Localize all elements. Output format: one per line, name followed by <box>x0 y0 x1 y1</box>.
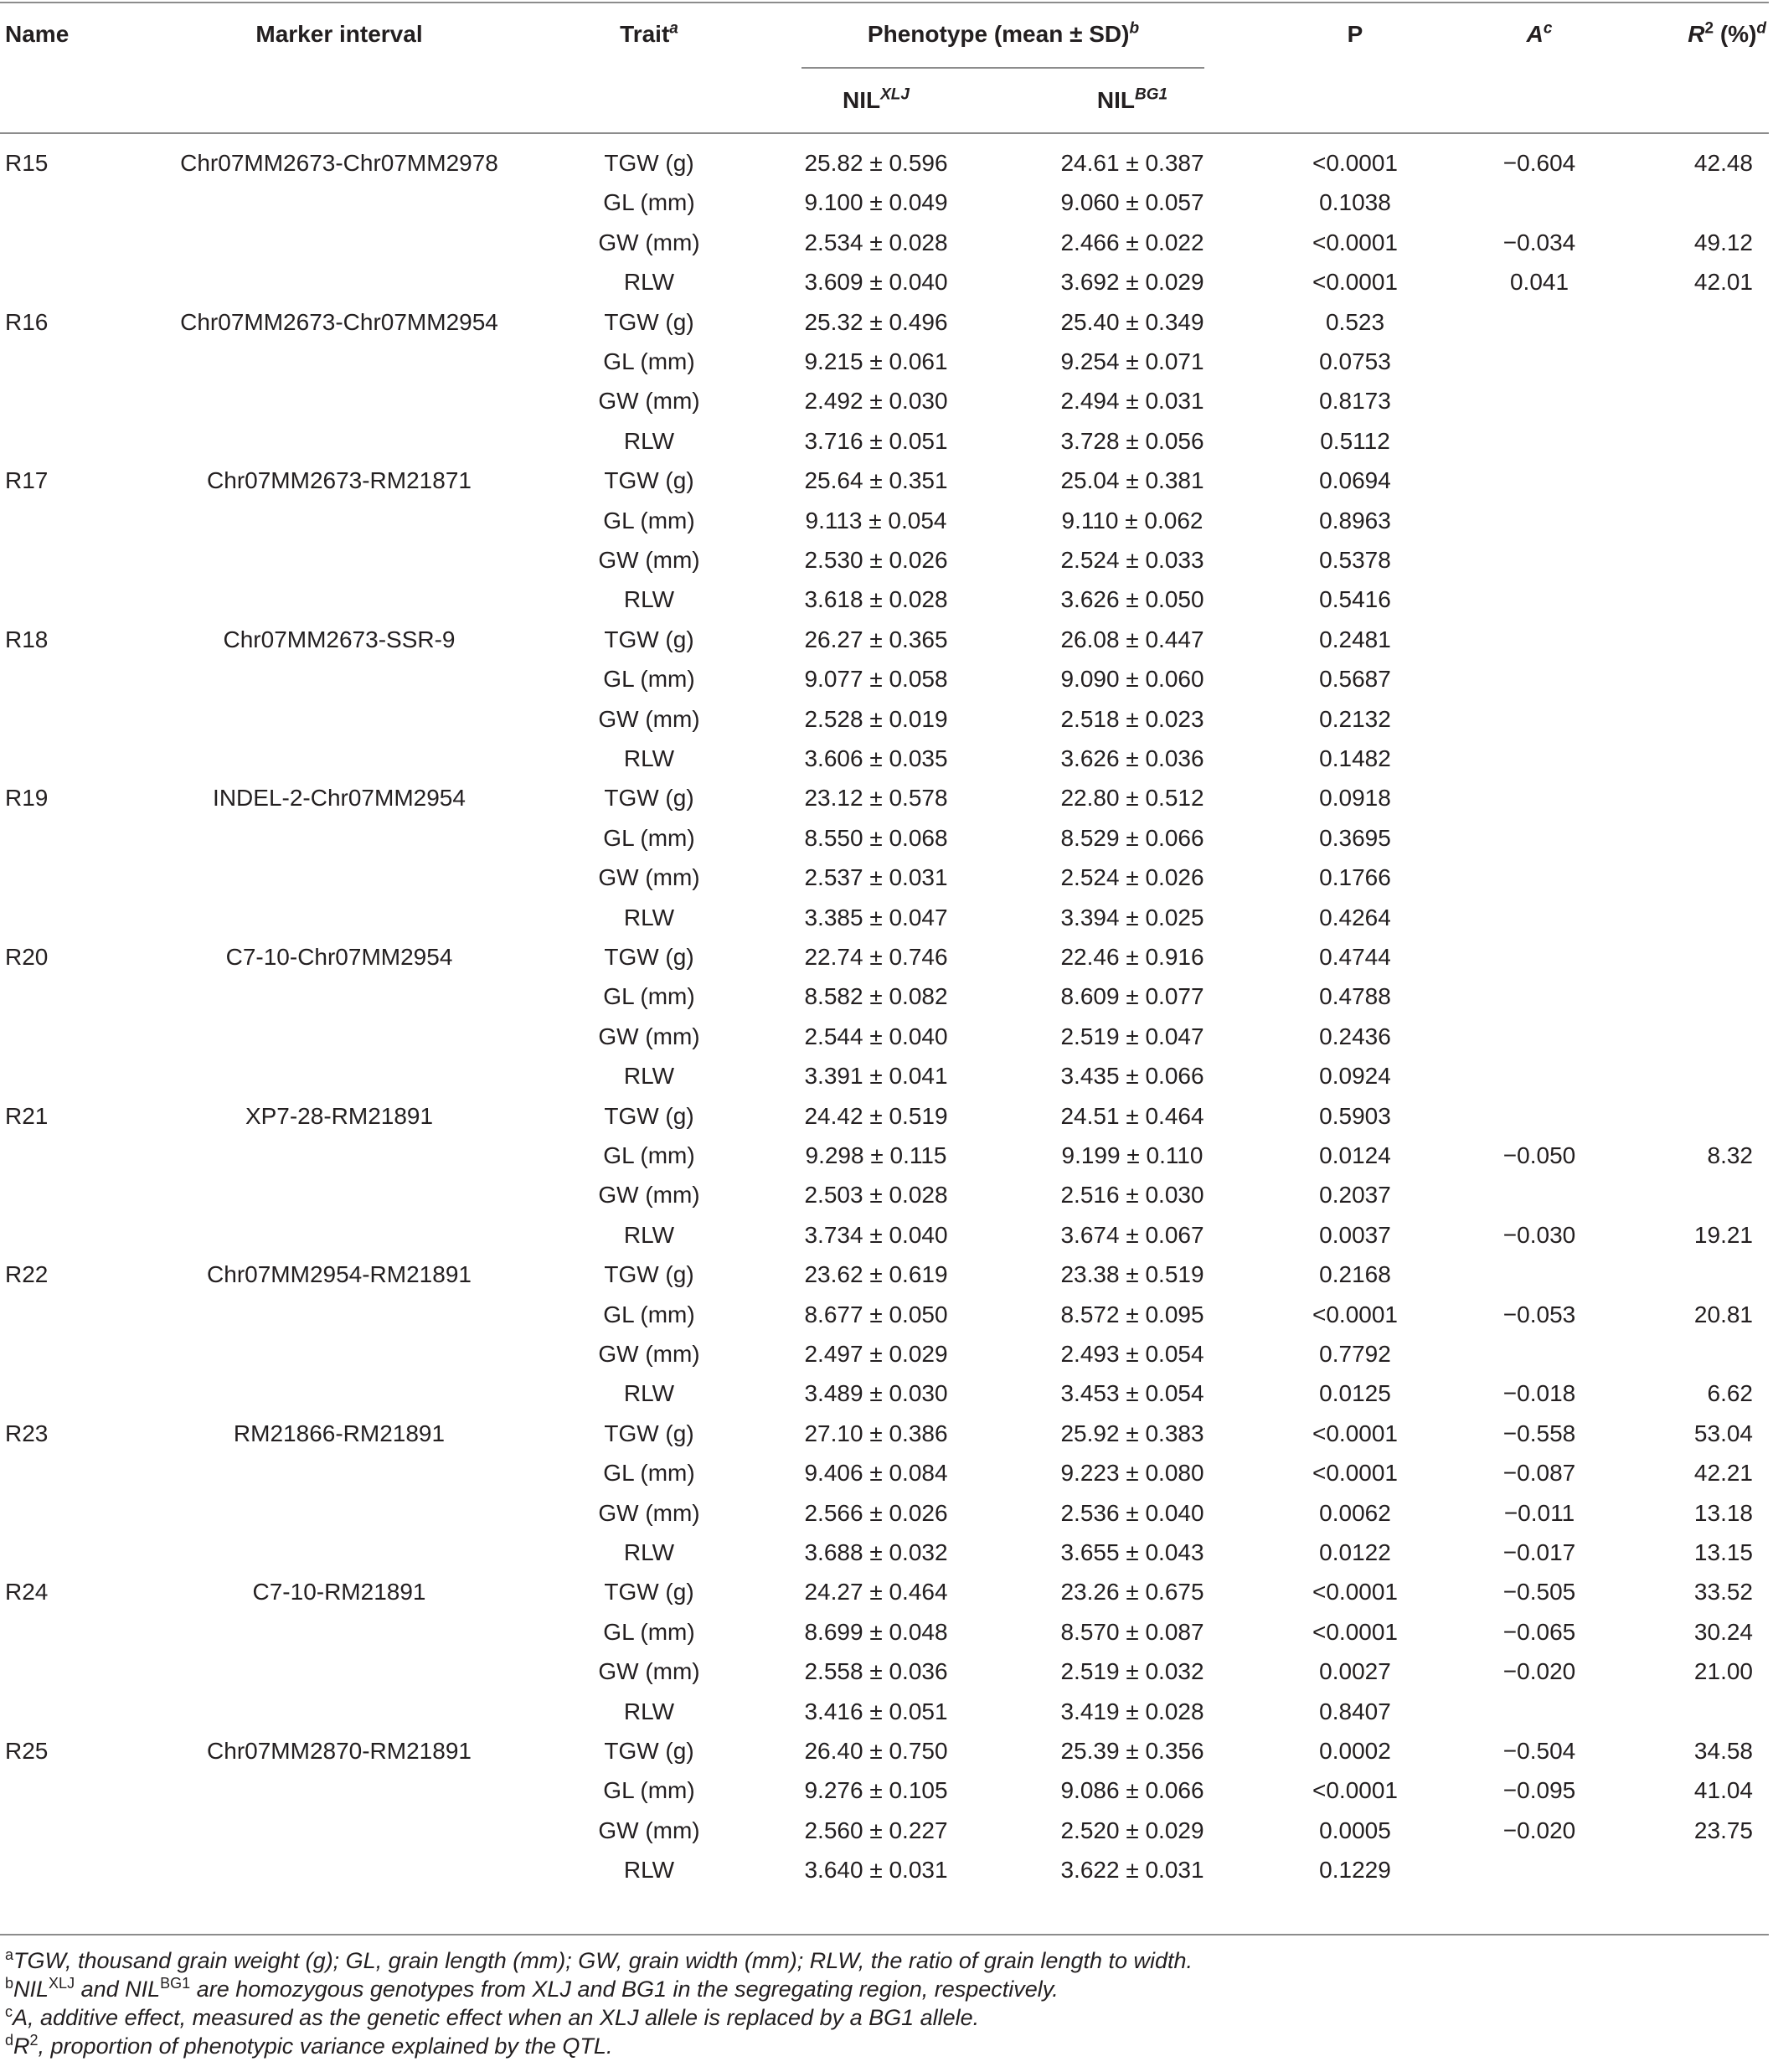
p-value-cell: 0.2168 <box>1319 1261 1391 1287</box>
p-value-cell: <0.0001 <box>1312 1579 1398 1605</box>
additive-effect-cell: −0.065 <box>1502 1619 1576 1645</box>
trait-cell: GW (mm) <box>598 1023 700 1049</box>
nil-xlj-cell: 27.10 ± 0.386 <box>804 1420 948 1446</box>
p-value-cell: 0.0125 <box>1319 1380 1391 1406</box>
trait-cell: TGW (g) <box>604 1261 694 1287</box>
trait-cell: GL (mm) <box>603 1142 695 1168</box>
header-phenotype: Phenotype (mean ± SD)$^b$ <box>867 19 1140 47</box>
nil-bg1-cell: 9.090 ± 0.060 <box>1060 666 1204 692</box>
trait-cell: GW (mm) <box>598 1658 700 1684</box>
trait-cell: GW (mm) <box>598 388 700 414</box>
nil-xlj-cell: 9.276 ± 0.105 <box>804 1777 948 1803</box>
trait-cell: GW (mm) <box>598 1182 700 1208</box>
additive-effect-cell: −0.604 <box>1502 150 1576 176</box>
nil-xlj-cell: 3.489 ± 0.030 <box>804 1380 948 1406</box>
nil-bg1-cell: 2.518 ± 0.023 <box>1060 706 1204 732</box>
nil-bg1-cell: 3.674 ± 0.067 <box>1060 1222 1204 1248</box>
p-value-cell: 0.0005 <box>1319 1817 1391 1843</box>
nil-xlj-cell: 22.74 ± 0.746 <box>804 944 948 970</box>
nil-bg1-cell: 3.394 ± 0.025 <box>1060 905 1204 930</box>
nil-bg1-cell: 22.46 ± 0.916 <box>1060 944 1204 970</box>
phenotype-span-rule <box>801 67 1204 69</box>
nil-xlj-cell: 24.27 ± 0.464 <box>804 1579 948 1605</box>
nil-xlj-cell: 9.113 ± 0.054 <box>805 508 947 533</box>
r2-cell: 8.32 <box>1707 1142 1753 1168</box>
nil-bg1-cell: 25.40 ± 0.349 <box>1060 309 1204 335</box>
r2-cell: 34.58 <box>1693 1738 1753 1764</box>
nil-bg1-cell: 8.572 ± 0.095 <box>1060 1301 1204 1327</box>
trait-cell: RLW <box>623 1063 675 1089</box>
nil-bg1-cell: 2.524 ± 0.026 <box>1060 864 1204 890</box>
p-value-cell: 0.3695 <box>1319 825 1391 851</box>
nil-xlj-cell: 2.497 ± 0.029 <box>804 1341 948 1367</box>
trait-cell: RLW <box>623 1857 675 1883</box>
nil-bg1-cell: 9.110 ± 0.062 <box>1061 508 1203 533</box>
marker-interval-cell: Chr07MM2870-RM21891 <box>207 1738 472 1764</box>
name-cell: R19 <box>5 785 49 811</box>
additive-effect-cell: −0.558 <box>1502 1420 1576 1446</box>
nil-xlj-cell: 2.566 ± 0.026 <box>804 1500 948 1526</box>
nil-xlj-cell: 2.537 ± 0.031 <box>804 864 948 890</box>
header-nil-bg1: $NIL^{BG1}$ <box>1096 85 1168 113</box>
p-value-cell: <0.0001 <box>1312 229 1398 255</box>
trait-cell: RLW <box>623 745 675 771</box>
trait-cell: GL (mm) <box>603 1619 695 1645</box>
r2-cell: 33.52 <box>1693 1579 1753 1605</box>
nil-bg1-cell: 2.494 ± 0.031 <box>1060 388 1204 414</box>
p-value-cell: 0.4788 <box>1319 983 1391 1009</box>
nil-bg1-cell: 2.519 ± 0.032 <box>1060 1658 1204 1684</box>
footnote-d: $^dR^2$, proportion of phenotypic variance explained by the QTL. <box>5 2032 613 2059</box>
nil-xlj-cell: 3.416 ± 0.051 <box>804 1698 948 1724</box>
nil-bg1-cell: 26.08 ± 0.447 <box>1060 626 1204 652</box>
nil-xlj-cell: 2.558 ± 0.036 <box>804 1658 948 1684</box>
additive-effect-cell: −0.020 <box>1502 1658 1576 1684</box>
marker-interval-cell: RM21866-RM21891 <box>233 1420 446 1446</box>
additive-effect-cell: −0.053 <box>1502 1301 1576 1327</box>
p-value-cell: 0.4744 <box>1319 944 1391 970</box>
marker-interval-cell: XP7-28-RM21891 <box>245 1103 434 1129</box>
trait-cell: RLW <box>623 269 675 295</box>
nil-xlj-cell: 9.298 ± 0.115 <box>805 1142 947 1168</box>
r2-cell: 13.15 <box>1693 1539 1753 1565</box>
r2-cell: 53.04 <box>1693 1420 1753 1446</box>
nil-bg1-cell: 23.26 ± 0.675 <box>1060 1579 1204 1605</box>
name-cell: R18 <box>5 626 49 652</box>
p-value-cell: <0.0001 <box>1312 1460 1398 1486</box>
trait-cell: RLW <box>623 905 675 930</box>
nil-xlj-cell: 25.32 ± 0.496 <box>804 309 948 335</box>
r2-cell: 49.12 <box>1693 229 1753 255</box>
nil-bg1-cell: 2.524 ± 0.033 <box>1060 547 1204 573</box>
header-marker-interval: Marker interval <box>255 21 423 47</box>
p-value-cell: 0.0753 <box>1319 348 1391 374</box>
nil-xlj-cell: 3.391 ± 0.041 <box>804 1063 948 1089</box>
name-cell: R24 <box>5 1579 49 1605</box>
nil-bg1-cell: 3.728 ± 0.056 <box>1060 428 1204 454</box>
trait-cell: RLW <box>623 1698 675 1724</box>
trait-cell: TGW (g) <box>604 150 694 176</box>
nil-xlj-cell: 9.406 ± 0.084 <box>804 1460 948 1486</box>
p-value-cell: 0.5378 <box>1319 547 1391 573</box>
name-cell: R17 <box>5 467 49 493</box>
trait-cell: RLW <box>623 1380 675 1406</box>
nil-xlj-cell: 24.42 ± 0.519 <box>804 1103 948 1129</box>
p-value-cell: 0.0122 <box>1319 1539 1391 1565</box>
header-p: P <box>1347 21 1363 47</box>
footnote-c: $^c$A, additive effect, measured as the genetic effect when an XLJ allele is replaced by a BG1 allele. <box>5 2003 980 2030</box>
nil-bg1-cell: 24.51 ± 0.464 <box>1060 1103 1204 1129</box>
nil-xlj-cell: 23.62 ± 0.619 <box>804 1261 948 1287</box>
r2-cell: 23.75 <box>1693 1817 1753 1843</box>
p-value-cell: 0.7792 <box>1319 1341 1391 1367</box>
name-cell: R16 <box>5 309 49 335</box>
trait-cell: TGW (g) <box>604 1103 694 1129</box>
name-cell: R23 <box>5 1420 49 1446</box>
p-value-cell: <0.0001 <box>1312 269 1398 295</box>
trait-cell: GW (mm) <box>598 1341 700 1367</box>
trait-cell: GL (mm) <box>603 348 695 374</box>
trait-cell: GW (mm) <box>598 547 700 573</box>
nil-xlj-cell: 26.27 ± 0.365 <box>804 626 948 652</box>
nil-xlj-cell: 23.12 ± 0.578 <box>804 785 948 811</box>
additive-effect-cell: −0.020 <box>1502 1817 1576 1843</box>
nil-bg1-cell: 9.199 ± 0.110 <box>1061 1142 1203 1168</box>
nil-bg1-cell: 8.570 ± 0.087 <box>1060 1619 1204 1645</box>
p-value-cell: 0.5416 <box>1319 586 1391 612</box>
trait-cell: GL (mm) <box>603 666 695 692</box>
additive-effect-cell: 0.041 <box>1509 269 1569 295</box>
trait-cell: TGW (g) <box>604 785 694 811</box>
name-cell: R25 <box>5 1738 49 1764</box>
p-value-cell: 0.0918 <box>1319 785 1391 811</box>
p-value-cell: <0.0001 <box>1312 150 1398 176</box>
additive-effect-cell: −0.505 <box>1502 1579 1576 1605</box>
header-r2: $R^2$ (%)$^d$ <box>1688 19 1766 47</box>
p-value-cell: <0.0001 <box>1312 1301 1398 1327</box>
r2-cell: 42.21 <box>1693 1460 1753 1486</box>
p-value-cell: <0.0001 <box>1312 1420 1398 1446</box>
nil-xlj-cell: 3.734 ± 0.040 <box>804 1222 948 1248</box>
r2-cell: 6.62 <box>1707 1380 1753 1406</box>
nil-xlj-cell: 2.544 ± 0.040 <box>804 1023 948 1049</box>
p-value-cell: 0.2436 <box>1319 1023 1391 1049</box>
r2-cell: 41.04 <box>1693 1777 1753 1803</box>
nil-xlj-cell: 3.385 ± 0.047 <box>804 905 948 930</box>
nil-xlj-cell: 3.640 ± 0.031 <box>804 1857 948 1883</box>
p-value-cell: 0.5687 <box>1319 666 1391 692</box>
nil-bg1-cell: 2.516 ± 0.030 <box>1060 1182 1204 1208</box>
p-value-cell: 0.0062 <box>1319 1500 1391 1526</box>
trait-cell: RLW <box>623 428 675 454</box>
trait-cell: GW (mm) <box>598 1500 700 1526</box>
footnote-b: $^bNIL^{XLJ}$ and $NIL^{BG1}$ are homozygous genotypes from XLJ and BG1 in the segregating region, respectively. <box>5 1975 1059 2002</box>
nil-xlj-cell: 25.64 ± 0.351 <box>804 467 948 493</box>
nil-xlj-cell: 9.077 ± 0.058 <box>804 666 948 692</box>
trait-cell: GL (mm) <box>603 1777 695 1803</box>
p-value-cell: <0.0001 <box>1312 1777 1398 1803</box>
nil-bg1-cell: 9.060 ± 0.057 <box>1060 189 1204 215</box>
marker-interval-cell: C7-10-RM21891 <box>252 1579 426 1605</box>
trait-cell: TGW (g) <box>604 467 694 493</box>
trait-cell: TGW (g) <box>604 1579 694 1605</box>
r2-cell: 20.81 <box>1693 1301 1753 1327</box>
r2-cell: 21.00 <box>1693 1658 1753 1684</box>
nil-xlj-cell: 8.582 ± 0.082 <box>804 983 948 1009</box>
p-value-cell: 0.2037 <box>1319 1182 1391 1208</box>
p-value-cell: 0.8963 <box>1319 508 1391 533</box>
nil-xlj-cell: 2.530 ± 0.026 <box>804 547 948 573</box>
nil-xlj-cell: 2.528 ± 0.019 <box>804 706 948 732</box>
trait-cell: GL (mm) <box>603 1460 695 1486</box>
nil-bg1-cell: 3.622 ± 0.031 <box>1060 1857 1204 1883</box>
nil-xlj-cell: 2.534 ± 0.028 <box>804 229 948 255</box>
marker-interval-cell: Chr07MM2673-Chr07MM2978 <box>180 150 498 176</box>
r2-cell: 42.01 <box>1693 269 1753 295</box>
nil-xlj-cell: 2.560 ± 0.227 <box>804 1817 948 1843</box>
trait-cell: GL (mm) <box>603 189 695 215</box>
p-value-cell: 0.0027 <box>1319 1658 1391 1684</box>
trait-cell: GW (mm) <box>598 864 700 890</box>
trait-cell: GL (mm) <box>603 825 695 851</box>
p-value-cell: 0.0924 <box>1319 1063 1391 1089</box>
r2-cell: 42.48 <box>1693 150 1753 176</box>
p-value-cell: <0.0001 <box>1312 1619 1398 1645</box>
r2-cell: 19.21 <box>1693 1222 1753 1248</box>
trait-cell: RLW <box>623 1539 675 1565</box>
marker-interval-cell: C7-10-Chr07MM2954 <box>225 944 453 970</box>
nil-bg1-cell: 2.466 ± 0.022 <box>1060 229 1204 255</box>
nil-xlj-cell: 3.716 ± 0.051 <box>804 428 948 454</box>
marker-interval-cell: Chr07MM2954-RM21891 <box>207 1261 472 1287</box>
additive-effect-cell: −0.087 <box>1502 1460 1576 1486</box>
p-value-cell: 0.0694 <box>1319 467 1391 493</box>
p-value-cell: 0.8173 <box>1319 388 1391 414</box>
nil-bg1-cell: 9.254 ± 0.071 <box>1060 348 1204 374</box>
nil-xlj-cell: 3.688 ± 0.032 <box>804 1539 948 1565</box>
trait-cell: GL (mm) <box>603 508 695 533</box>
nil-bg1-cell: 25.04 ± 0.381 <box>1060 467 1204 493</box>
nil-bg1-cell: 2.519 ± 0.047 <box>1060 1023 1204 1049</box>
p-value-cell: 0.1229 <box>1319 1857 1391 1883</box>
header-nil-xlj: $NIL^{XLJ}$ <box>843 85 910 113</box>
p-value-cell: 0.0002 <box>1319 1738 1391 1764</box>
p-value-cell: 0.8407 <box>1319 1698 1391 1724</box>
nil-xlj-cell: 2.503 ± 0.028 <box>804 1182 948 1208</box>
r2-cell: 13.18 <box>1693 1500 1753 1526</box>
nil-xlj-cell: 3.618 ± 0.028 <box>804 586 948 612</box>
nil-bg1-cell: 25.39 ± 0.356 <box>1060 1738 1204 1764</box>
trait-cell: RLW <box>623 586 675 612</box>
nil-xlj-cell: 8.677 ± 0.050 <box>804 1301 948 1327</box>
trait-cell: TGW (g) <box>604 1738 694 1764</box>
nil-bg1-cell: 2.536 ± 0.040 <box>1060 1500 1204 1526</box>
p-value-cell: 0.2132 <box>1319 706 1391 732</box>
nil-xlj-cell: 8.550 ± 0.068 <box>804 825 948 851</box>
marker-interval-cell: Chr07MM2673-Chr07MM2954 <box>180 309 498 335</box>
nil-xlj-cell: 26.40 ± 0.750 <box>804 1738 948 1764</box>
trait-cell: TGW (g) <box>604 944 694 970</box>
additive-effect-cell: −0.050 <box>1502 1142 1576 1168</box>
top-rule <box>0 2 1769 3</box>
trait-cell: RLW <box>623 1222 675 1248</box>
nil-bg1-cell: 3.626 ± 0.036 <box>1060 745 1204 771</box>
trait-cell: TGW (g) <box>604 626 694 652</box>
additive-effect-cell: −0.018 <box>1502 1380 1576 1406</box>
p-value-cell: 0.2481 <box>1319 626 1391 652</box>
nil-bg1-cell: 8.609 ± 0.077 <box>1060 983 1204 1009</box>
trait-cell: GL (mm) <box>603 1301 695 1327</box>
r2-cell: 30.24 <box>1693 1619 1753 1645</box>
nil-bg1-cell: 9.086 ± 0.066 <box>1060 1777 1204 1803</box>
additive-effect-cell: −0.095 <box>1502 1777 1576 1803</box>
nil-xlj-cell: 25.82 ± 0.596 <box>804 150 948 176</box>
trait-cell: GW (mm) <box>598 706 700 732</box>
p-value-cell: 0.1766 <box>1319 864 1391 890</box>
nil-xlj-cell: 2.492 ± 0.030 <box>804 388 948 414</box>
additive-effect-cell: −0.030 <box>1502 1222 1576 1248</box>
nil-bg1-cell: 9.223 ± 0.080 <box>1060 1460 1204 1486</box>
p-value-cell: 0.5112 <box>1320 428 1390 454</box>
footnote-a: $^a$TGW, thousand grain weight (g); GL, grain length (mm); GW, grain width (mm); RLW, the ratio of grain length to width. <box>5 1946 1193 1973</box>
name-cell: R15 <box>5 150 49 176</box>
nil-bg1-cell: 3.655 ± 0.043 <box>1060 1539 1204 1565</box>
p-value-cell: 0.5903 <box>1319 1103 1391 1129</box>
nil-bg1-cell: 3.453 ± 0.054 <box>1060 1380 1204 1406</box>
p-value-cell: 0.523 <box>1325 309 1385 335</box>
trait-cell: GW (mm) <box>598 229 700 255</box>
nil-xlj-cell: 3.606 ± 0.035 <box>804 745 948 771</box>
nil-xlj-cell: 8.699 ± 0.048 <box>804 1619 948 1645</box>
nil-bg1-cell: 3.419 ± 0.028 <box>1060 1698 1204 1724</box>
additive-effect-cell: −0.034 <box>1502 229 1576 255</box>
nil-bg1-cell: 3.692 ± 0.029 <box>1060 269 1204 295</box>
trait-cell: TGW (g) <box>604 309 694 335</box>
nil-bg1-cell: 3.435 ± 0.066 <box>1060 1063 1204 1089</box>
nil-bg1-cell: 23.38 ± 0.519 <box>1060 1261 1204 1287</box>
nil-bg1-cell: 8.529 ± 0.066 <box>1060 825 1204 851</box>
name-cell: R20 <box>5 944 49 970</box>
marker-interval-cell: Chr07MM2673-SSR-9 <box>223 626 456 652</box>
name-cell: R21 <box>5 1103 49 1129</box>
trait-cell: GL (mm) <box>603 983 695 1009</box>
additive-effect-cell: −0.017 <box>1502 1539 1576 1565</box>
marker-interval-cell: Chr07MM2673-RM21871 <box>207 467 472 493</box>
additive-effect-cell: −0.504 <box>1502 1738 1576 1764</box>
header-name: Name <box>5 21 70 47</box>
p-value-cell: 0.4264 <box>1319 905 1391 930</box>
trait-cell: TGW (g) <box>604 1420 694 1446</box>
p-value-cell: 0.0124 <box>1319 1142 1391 1168</box>
p-value-cell: 0.1482 <box>1319 745 1391 771</box>
bottom-rule <box>0 1934 1769 1935</box>
trait-cell: GW (mm) <box>598 1817 700 1843</box>
nil-bg1-cell: 24.61 ± 0.387 <box>1060 150 1204 176</box>
name-cell: R22 <box>5 1261 49 1287</box>
p-value-cell: 0.1038 <box>1319 189 1391 215</box>
additive-effect-cell: −0.011 <box>1503 1500 1575 1526</box>
marker-interval-cell: INDEL-2-Chr07MM2954 <box>213 785 466 811</box>
header-trait: Trait$^a$ <box>620 19 678 47</box>
nil-bg1-cell: 22.80 ± 0.512 <box>1060 785 1204 811</box>
nil-xlj-cell: 9.100 ± 0.049 <box>804 189 948 215</box>
nil-bg1-cell: 3.626 ± 0.050 <box>1060 586 1204 612</box>
nil-xlj-cell: 3.609 ± 0.040 <box>804 269 948 295</box>
header-rule <box>0 132 1769 134</box>
nil-xlj-cell: 9.215 ± 0.061 <box>804 348 948 374</box>
header-additive: $A^c$ <box>1526 19 1553 47</box>
nil-bg1-cell: 25.92 ± 0.383 <box>1060 1420 1204 1446</box>
p-value-cell: 0.0037 <box>1319 1222 1391 1248</box>
nil-bg1-cell: 2.493 ± 0.054 <box>1060 1341 1204 1367</box>
nil-bg1-cell: 2.520 ± 0.029 <box>1060 1817 1204 1843</box>
